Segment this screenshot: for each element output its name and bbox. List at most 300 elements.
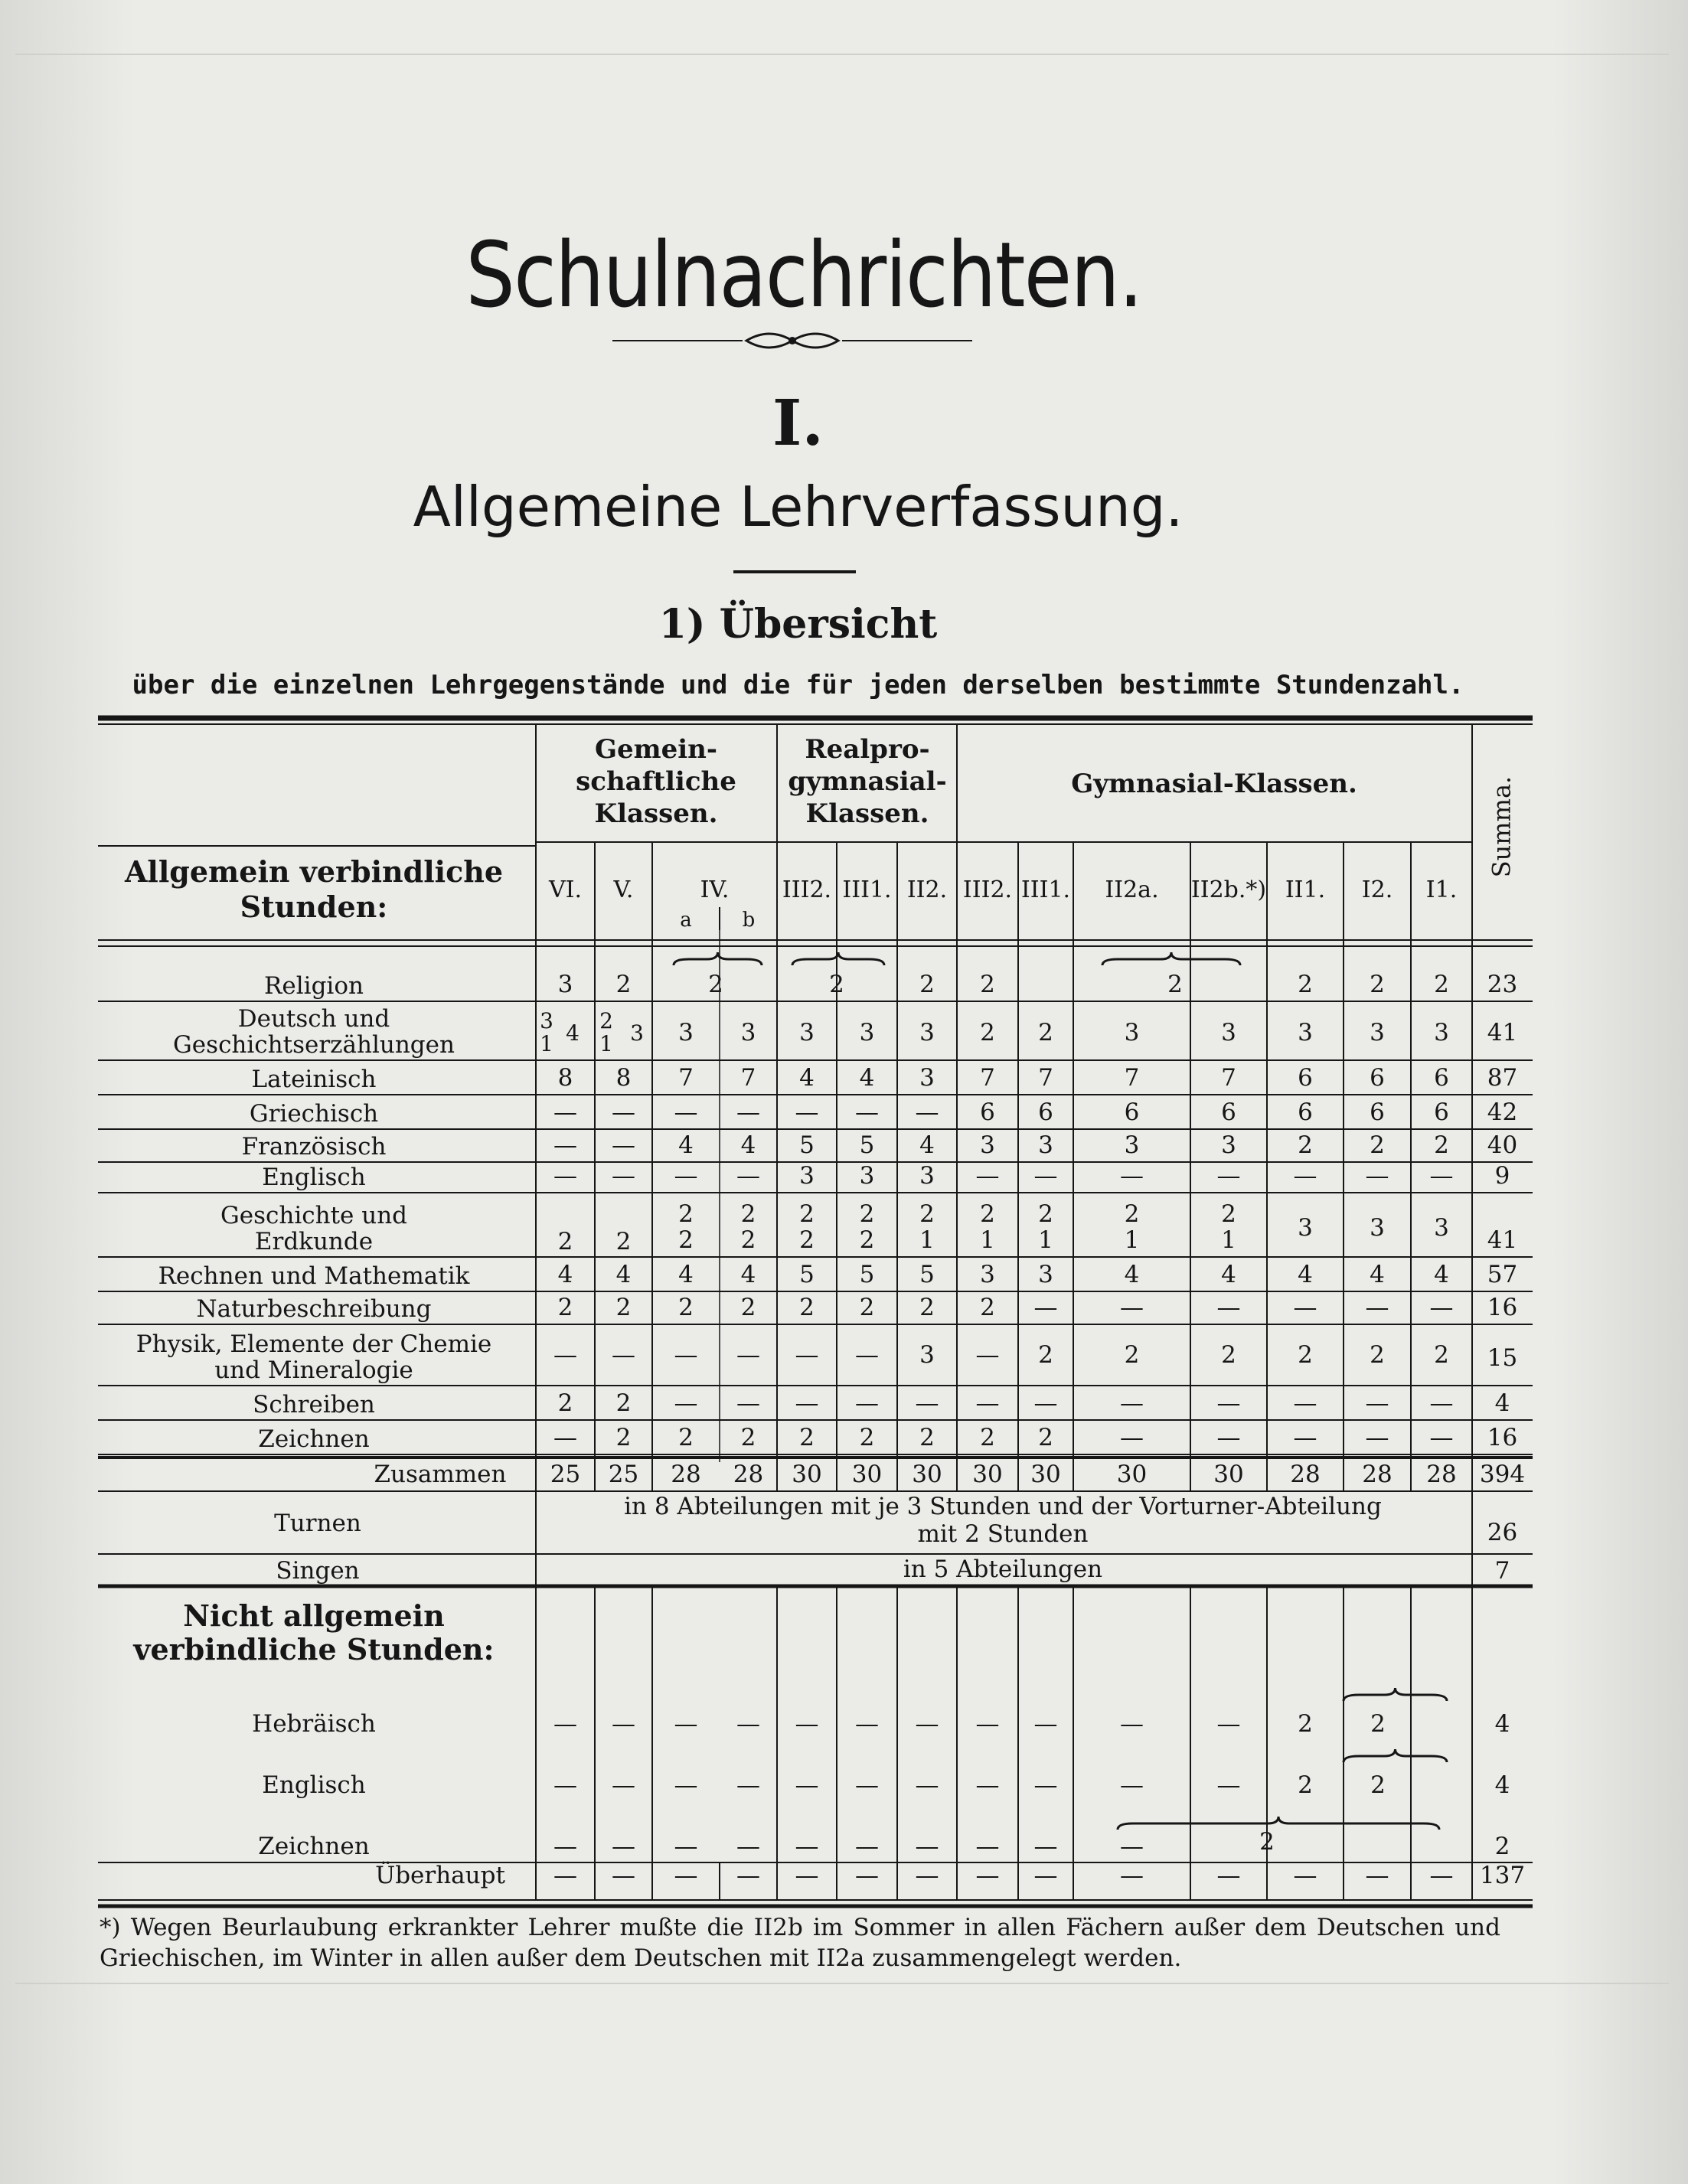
row-label: Französisch [241, 1133, 387, 1161]
column-header: II1. [1285, 877, 1326, 903]
cell-dash: — [674, 1771, 698, 1799]
row-sum: 41 [1487, 1226, 1518, 1254]
cell-value: 4 [740, 1261, 756, 1288]
cell-value: 6 [1221, 1099, 1236, 1126]
row-sum: 26 [1487, 1519, 1518, 1546]
cell-value: 1 [919, 1226, 935, 1254]
row-sum: 4 [1494, 1710, 1510, 1738]
cell-dash: — [612, 1862, 635, 1889]
cell-value: 3 [1298, 1214, 1313, 1242]
cell-value: 2 [1370, 1131, 1385, 1159]
cell-value: 2 [919, 1294, 935, 1321]
cell-value: 4 [740, 1131, 756, 1159]
cell-dash: — [1120, 1771, 1144, 1799]
turnen-text: in 8 Abteilungen mit je 3 Stunden und der Vorturner-Abteilung [624, 1493, 1382, 1520]
cell-dash: — [674, 1862, 698, 1889]
cell-value: — [553, 1424, 577, 1451]
section-label-verbindlich: Allgemein verbindliche [124, 854, 504, 889]
cell-value: 6 [1298, 1099, 1313, 1126]
cell-value: 4 [1124, 1261, 1140, 1288]
cell-value: — [1120, 1389, 1144, 1417]
cell-value: 4 [919, 1131, 935, 1159]
cell-dash: — [915, 1771, 939, 1799]
cell-dash: — [553, 1710, 577, 1738]
cell-value: 4 [859, 1064, 875, 1092]
cell-dash: — [855, 1862, 879, 1889]
cell-dash: — [795, 1710, 819, 1738]
cell-value: 3 [557, 971, 573, 998]
row-label: Hebräisch [252, 1710, 376, 1738]
column-header: II2a. [1105, 877, 1159, 903]
section-label-nicht-verbindlich: verbindliche Stunden: [133, 1632, 495, 1667]
cell-dash: — [736, 1710, 760, 1738]
column-header: I1. [1425, 877, 1458, 903]
cell-value: 2 [615, 1294, 632, 1321]
cell-value: 2 [678, 1226, 694, 1254]
cell-value: 2 [1298, 1771, 1313, 1799]
cell-value: 4 [1298, 1261, 1313, 1288]
cell-value: 28 [1362, 1461, 1393, 1488]
cell-value: 2 [1370, 971, 1385, 998]
group-header-gemein: schaftliche [576, 766, 736, 797]
cell-value: 2 [1038, 1341, 1053, 1369]
subsection-title: 1) Übersicht [658, 601, 938, 648]
cell-dash: — [795, 1771, 819, 1799]
cell-value: 2 [1124, 1341, 1140, 1369]
group-header-real: gymnasial- [788, 766, 947, 797]
cell-value: 30 [1116, 1461, 1148, 1488]
row-label: Turnen [274, 1510, 361, 1537]
cell-value: 2 [740, 1424, 756, 1451]
cell-value: 7 [980, 1064, 995, 1092]
cell-value: — [795, 1099, 819, 1126]
cell-dash: — [795, 1833, 819, 1860]
row-sum: 23 [1487, 971, 1518, 998]
cell-value: — [975, 1389, 1000, 1417]
cell-value: 2 [980, 971, 995, 998]
cell-value: — [612, 1099, 635, 1126]
cell-value: 2 [1038, 1424, 1053, 1451]
cell-dash: — [975, 1710, 1000, 1738]
row-label: Geschichte und [220, 1202, 408, 1229]
cell-value: 4 [566, 1020, 580, 1046]
row-sum: 2 [1494, 1833, 1510, 1860]
cell-value: 1 [1124, 1226, 1140, 1254]
cell-value: 2 [1298, 971, 1313, 998]
cell-value: 3 [1038, 1261, 1053, 1288]
cell-value: 3 [980, 1261, 995, 1288]
cell-value: — [975, 1341, 1000, 1369]
cell-value: — [1033, 1294, 1058, 1321]
cell-dash: — [1033, 1833, 1058, 1860]
cell-dash: — [1429, 1862, 1454, 1889]
cell-value: 3 [740, 1019, 756, 1046]
cell-value: — [855, 1389, 879, 1417]
cell-value: 6 [1124, 1099, 1140, 1126]
cell-value: — [1293, 1294, 1317, 1321]
cell-value: — [1365, 1424, 1389, 1451]
cell-dash: — [915, 1862, 939, 1889]
cell-value: 6 [1370, 1099, 1385, 1126]
cell-value: 3 [540, 1008, 553, 1033]
cell-value: 3 [859, 1162, 875, 1190]
cell-value: 2 [919, 1424, 935, 1451]
footnote: *) Wegen Beurlaubung erkrankter Lehrer mußte die II2b im Sommer in allen Fächern außer dem Deutschen und Griechischen, im Winter in allen außer dem Deutschen mit II2a zusammengelegt werden. [100, 1914, 1500, 1972]
cell-value: 3 [1221, 1131, 1236, 1159]
cell-value: 4 [1434, 1261, 1449, 1288]
row-sum: 41 [1487, 1019, 1518, 1046]
row-sum: 7 [1494, 1557, 1510, 1585]
cell-value: 2 [1298, 1710, 1313, 1738]
cell-value: 2 [919, 1200, 935, 1228]
cell-value: 3 [799, 1162, 815, 1190]
cell-dash: — [1033, 1771, 1058, 1799]
cell-value: 2 [980, 1294, 995, 1321]
column-header: III1. [1020, 877, 1071, 903]
row-sum: 4 [1494, 1771, 1510, 1799]
cell-value: 30 [1213, 1461, 1244, 1488]
cell-value: 2 [1259, 1828, 1275, 1856]
column-header: II2. [906, 877, 948, 903]
cell-value: — [553, 1162, 577, 1190]
cell-value: 3 [1124, 1019, 1140, 1046]
cell-dash: — [855, 1710, 879, 1738]
brace-iv [674, 952, 762, 965]
cell-value: — [1429, 1162, 1454, 1190]
row-sum: 4 [1494, 1389, 1510, 1417]
cell-value: 1 [540, 1031, 553, 1056]
subsection-subtitle: über die einzelnen Lehrgegenstände und die für jeden derselben bestimmte Stundenzahl. [132, 670, 1464, 700]
cell-value: 2 [740, 1294, 756, 1321]
cell-dash: — [855, 1771, 879, 1799]
cell-value: 2 [919, 971, 935, 998]
column-sub-b: b [742, 909, 756, 932]
cell-value: 2 [799, 1424, 815, 1451]
cell-value: 2 [859, 1294, 875, 1321]
cell-value: 3 [678, 1019, 694, 1046]
row-label: Schreiben [253, 1391, 375, 1418]
cell-value: 2 [1124, 1200, 1140, 1228]
row-sum: 87 [1487, 1064, 1518, 1092]
cell-dash: — [612, 1771, 635, 1799]
cell-value: 30 [972, 1461, 1003, 1488]
cell-value: 2 [599, 1008, 613, 1033]
cell-dash: — [975, 1771, 1000, 1799]
row-label: Rechnen und Mathematik [158, 1262, 470, 1290]
cell-value: — [1293, 1424, 1317, 1451]
cell-value: 2 [740, 1200, 756, 1228]
cell-value: — [736, 1389, 760, 1417]
column-header: IV. [700, 877, 730, 903]
group-header-real: Realpro- [805, 734, 930, 765]
cell-value: — [1429, 1389, 1454, 1417]
cell-value: — [1216, 1389, 1241, 1417]
cell-dash: — [915, 1833, 939, 1860]
cell-value: 3 [630, 1020, 644, 1046]
cell-value: 3 [919, 1019, 935, 1046]
cell-value: — [736, 1099, 760, 1126]
cell-value: 6 [980, 1099, 995, 1126]
cell-value: 30 [1030, 1461, 1061, 1488]
cell-value: — [1293, 1162, 1317, 1190]
cell-value: — [915, 1389, 939, 1417]
cell-dash: — [612, 1710, 635, 1738]
cell-value: — [553, 1341, 577, 1369]
row-label: Geschichtserzählungen [173, 1031, 455, 1059]
cell-value: 5 [859, 1261, 875, 1288]
row-label: Englisch [262, 1164, 366, 1191]
row-label: Physik, Elemente der Chemie [135, 1330, 492, 1358]
cell-value: 2 [615, 1389, 632, 1417]
cell-value: 28 [1426, 1461, 1457, 1488]
row-label: Zeichnen [258, 1425, 370, 1453]
cell-dash: — [795, 1862, 819, 1889]
cell-dash: — [1033, 1862, 1058, 1889]
cell-value: 3 [859, 1019, 875, 1046]
cell-dash: — [975, 1833, 1000, 1860]
cell-value: 4 [615, 1261, 632, 1288]
cell-dash: — [1216, 1710, 1241, 1738]
cell-value: — [1120, 1162, 1144, 1190]
cell-value: — [553, 1131, 577, 1159]
cell-dash: — [915, 1710, 939, 1738]
page-title: Schulnachrichten. [465, 222, 1142, 328]
cell-value: — [1216, 1424, 1241, 1451]
cell-value: — [915, 1099, 939, 1126]
row-sum: 16 [1487, 1424, 1518, 1451]
cell-value: 2 [829, 971, 844, 998]
cell-value: 3 [1221, 1019, 1236, 1046]
cell-value: 2 [557, 1294, 573, 1321]
cell-value: 2 [1221, 1200, 1236, 1228]
cell-value: — [674, 1389, 698, 1417]
cell-value: 2 [1038, 1019, 1053, 1046]
cell-value: — [795, 1389, 819, 1417]
cell-value: 25 [550, 1461, 581, 1488]
cell-dash: — [1365, 1862, 1389, 1889]
column-sub-a: a [680, 909, 692, 932]
cell-value: 4 [799, 1064, 815, 1092]
brace-oberklassen [1118, 1817, 1439, 1830]
cell-dash: — [1216, 1771, 1241, 1799]
cell-value: — [795, 1341, 819, 1369]
row-sum: 9 [1494, 1162, 1510, 1190]
row-label: Zusammen [374, 1461, 507, 1488]
row-label: Überhaupt [375, 1862, 505, 1889]
section-number: I. [772, 387, 824, 460]
section-title: Allgemeine Lehrverfassung. [413, 475, 1184, 539]
cell-value: 2 [980, 1019, 995, 1046]
cell-value: 3 [799, 1019, 815, 1046]
cell-value: 2 [1038, 1200, 1053, 1228]
brace-i [1344, 1749, 1447, 1762]
cell-value: 7 [1221, 1064, 1236, 1092]
cell-value: — [1120, 1294, 1144, 1321]
cell-value: — [612, 1131, 635, 1159]
cell-value: 3 [1124, 1131, 1140, 1159]
cell-value: 4 [1370, 1261, 1385, 1288]
cell-value: 2 [859, 1226, 875, 1254]
cell-dash: — [855, 1833, 879, 1860]
cell-value: 2 [859, 1200, 875, 1228]
row-label: Naturbeschreibung [196, 1295, 432, 1323]
cell-value: 2 [1370, 1710, 1386, 1738]
cell-value: 4 [678, 1131, 694, 1159]
cell-value: — [1033, 1162, 1058, 1190]
cell-value: 8 [557, 1064, 573, 1092]
column-header: III1. [842, 877, 892, 903]
turnen-text: mit 2 Stunden [917, 1520, 1089, 1548]
cell-value: 4 [557, 1261, 573, 1288]
cell-value: 2 [1434, 1341, 1449, 1369]
cell-value: 30 [792, 1461, 822, 1488]
cell-value: 2 [678, 1424, 694, 1451]
cell-value: 2 [799, 1294, 815, 1321]
row-label: Deutsch und [237, 1005, 390, 1033]
column-header: I2. [1361, 877, 1393, 903]
cell-value: 2 [980, 1200, 995, 1228]
cell-value: 4 [678, 1261, 694, 1288]
cell-value: — [1365, 1389, 1389, 1417]
cell-value: 28 [671, 1461, 701, 1488]
cell-value: — [674, 1162, 698, 1190]
cell-value: 2 [1370, 1771, 1386, 1799]
cell-value: 6 [1370, 1064, 1385, 1092]
cell-dash: — [553, 1771, 577, 1799]
row-sum: 394 [1479, 1461, 1526, 1488]
row-sum: 137 [1479, 1862, 1526, 1889]
singen-text: in 5 Abteilungen [903, 1556, 1103, 1583]
cell-value: 2 [1370, 1341, 1385, 1369]
column-header: II2b.*) [1190, 877, 1267, 903]
cell-value: 3 [1370, 1019, 1385, 1046]
cell-value: — [674, 1341, 698, 1369]
cell-dash: — [736, 1862, 760, 1889]
column-header: III2. [962, 877, 1013, 903]
cell-dash: — [1120, 1833, 1144, 1860]
row-label: und Mineralogie [214, 1356, 413, 1384]
cell-dash: — [674, 1833, 698, 1860]
cell-value: — [855, 1099, 879, 1126]
cell-value: 8 [615, 1064, 632, 1092]
cell-value: — [1216, 1294, 1241, 1321]
cell-value: 2 [1167, 971, 1183, 998]
cell-value: — [1120, 1424, 1144, 1451]
cell-value: — [1429, 1424, 1454, 1451]
cell-value: 3 [1370, 1214, 1385, 1242]
row-sum: 42 [1487, 1099, 1518, 1126]
cell-dash: — [1120, 1862, 1144, 1889]
cell-value: 3 [919, 1064, 935, 1092]
cell-dash: — [553, 1862, 577, 1889]
cell-value: 2 [740, 1226, 756, 1254]
cell-value: 2 [859, 1424, 875, 1451]
cell-value: 5 [859, 1131, 875, 1159]
row-label: Englisch [262, 1771, 366, 1799]
cell-value: 2 [1298, 1341, 1313, 1369]
cell-value: 5 [799, 1261, 815, 1288]
cell-value: 2 [557, 1228, 573, 1255]
cell-value: — [736, 1341, 760, 1369]
cell-value: 7 [1038, 1064, 1053, 1092]
group-header-gym: Gymnasial-Klassen. [1071, 769, 1357, 799]
cell-value: 30 [912, 1461, 942, 1488]
cell-value: 2 [708, 971, 723, 998]
cell-value: — [612, 1341, 635, 1369]
section-label-nicht-verbindlich: Nicht allgemein [183, 1598, 445, 1633]
cell-value: 6 [1434, 1064, 1449, 1092]
cell-value: 3 [1038, 1131, 1053, 1159]
cell-value: 30 [851, 1461, 883, 1488]
row-sum: 40 [1487, 1131, 1518, 1159]
cell-value: 7 [740, 1064, 756, 1092]
cell-value: 3 [1434, 1214, 1449, 1242]
row-label: Erdkunde [254, 1228, 374, 1255]
cell-value: — [1429, 1294, 1454, 1321]
row-label: Religion [264, 972, 364, 1000]
cell-value: 2 [799, 1226, 815, 1254]
cell-value: 2 [557, 1389, 573, 1417]
row-sum: 57 [1487, 1261, 1518, 1288]
cell-value: — [674, 1099, 698, 1126]
brace-ii2 [1102, 952, 1240, 965]
cell-value: 6 [1434, 1099, 1449, 1126]
cell-value: 5 [799, 1131, 815, 1159]
summa-header: Summa. [1487, 775, 1517, 878]
cell-value: 2 [980, 1424, 995, 1451]
cell-value: — [612, 1162, 635, 1190]
cell-dash: — [736, 1771, 760, 1799]
cell-dash: — [1120, 1710, 1144, 1738]
cell-value: — [1293, 1389, 1317, 1417]
cell-value: 2 [1221, 1341, 1236, 1369]
cell-value: 3 [980, 1131, 995, 1159]
cell-value: 2 [799, 1200, 815, 1228]
group-header-real: Klassen. [805, 798, 929, 829]
cell-value: 28 [1290, 1461, 1321, 1488]
cell-value: 2 [615, 1228, 632, 1255]
cell-dash: — [1216, 1862, 1241, 1889]
section-label-verbindlich: Stunden: [240, 890, 388, 924]
column-header: III2. [782, 877, 832, 903]
cell-dash: — [1033, 1710, 1058, 1738]
cell-dash: — [674, 1710, 698, 1738]
cell-dash: — [1293, 1862, 1317, 1889]
brace-iii [792, 952, 884, 965]
cell-dash: — [553, 1833, 577, 1860]
cell-value: — [1216, 1162, 1241, 1190]
column-header: V. [613, 877, 634, 903]
cell-value: 2 [678, 1294, 694, 1321]
column-header: VI. [548, 877, 583, 903]
cell-value: — [1365, 1162, 1389, 1190]
cell-value: 7 [1124, 1064, 1140, 1092]
cell-value: 3 [919, 1341, 935, 1369]
group-header-gemein: Klassen. [594, 798, 718, 829]
cell-value: 1 [980, 1226, 995, 1254]
cell-value: — [975, 1162, 1000, 1190]
cell-value: 6 [1038, 1099, 1053, 1126]
cell-value: 28 [733, 1461, 764, 1488]
cell-value: 7 [678, 1064, 694, 1092]
cell-value: 1 [1221, 1226, 1236, 1254]
cell-value: — [553, 1099, 577, 1126]
cell-value: 3 [1298, 1019, 1313, 1046]
cell-dash: — [736, 1833, 760, 1860]
cell-value: 3 [1434, 1019, 1449, 1046]
cell-value: 2 [1434, 1131, 1449, 1159]
cell-value: — [855, 1341, 879, 1369]
